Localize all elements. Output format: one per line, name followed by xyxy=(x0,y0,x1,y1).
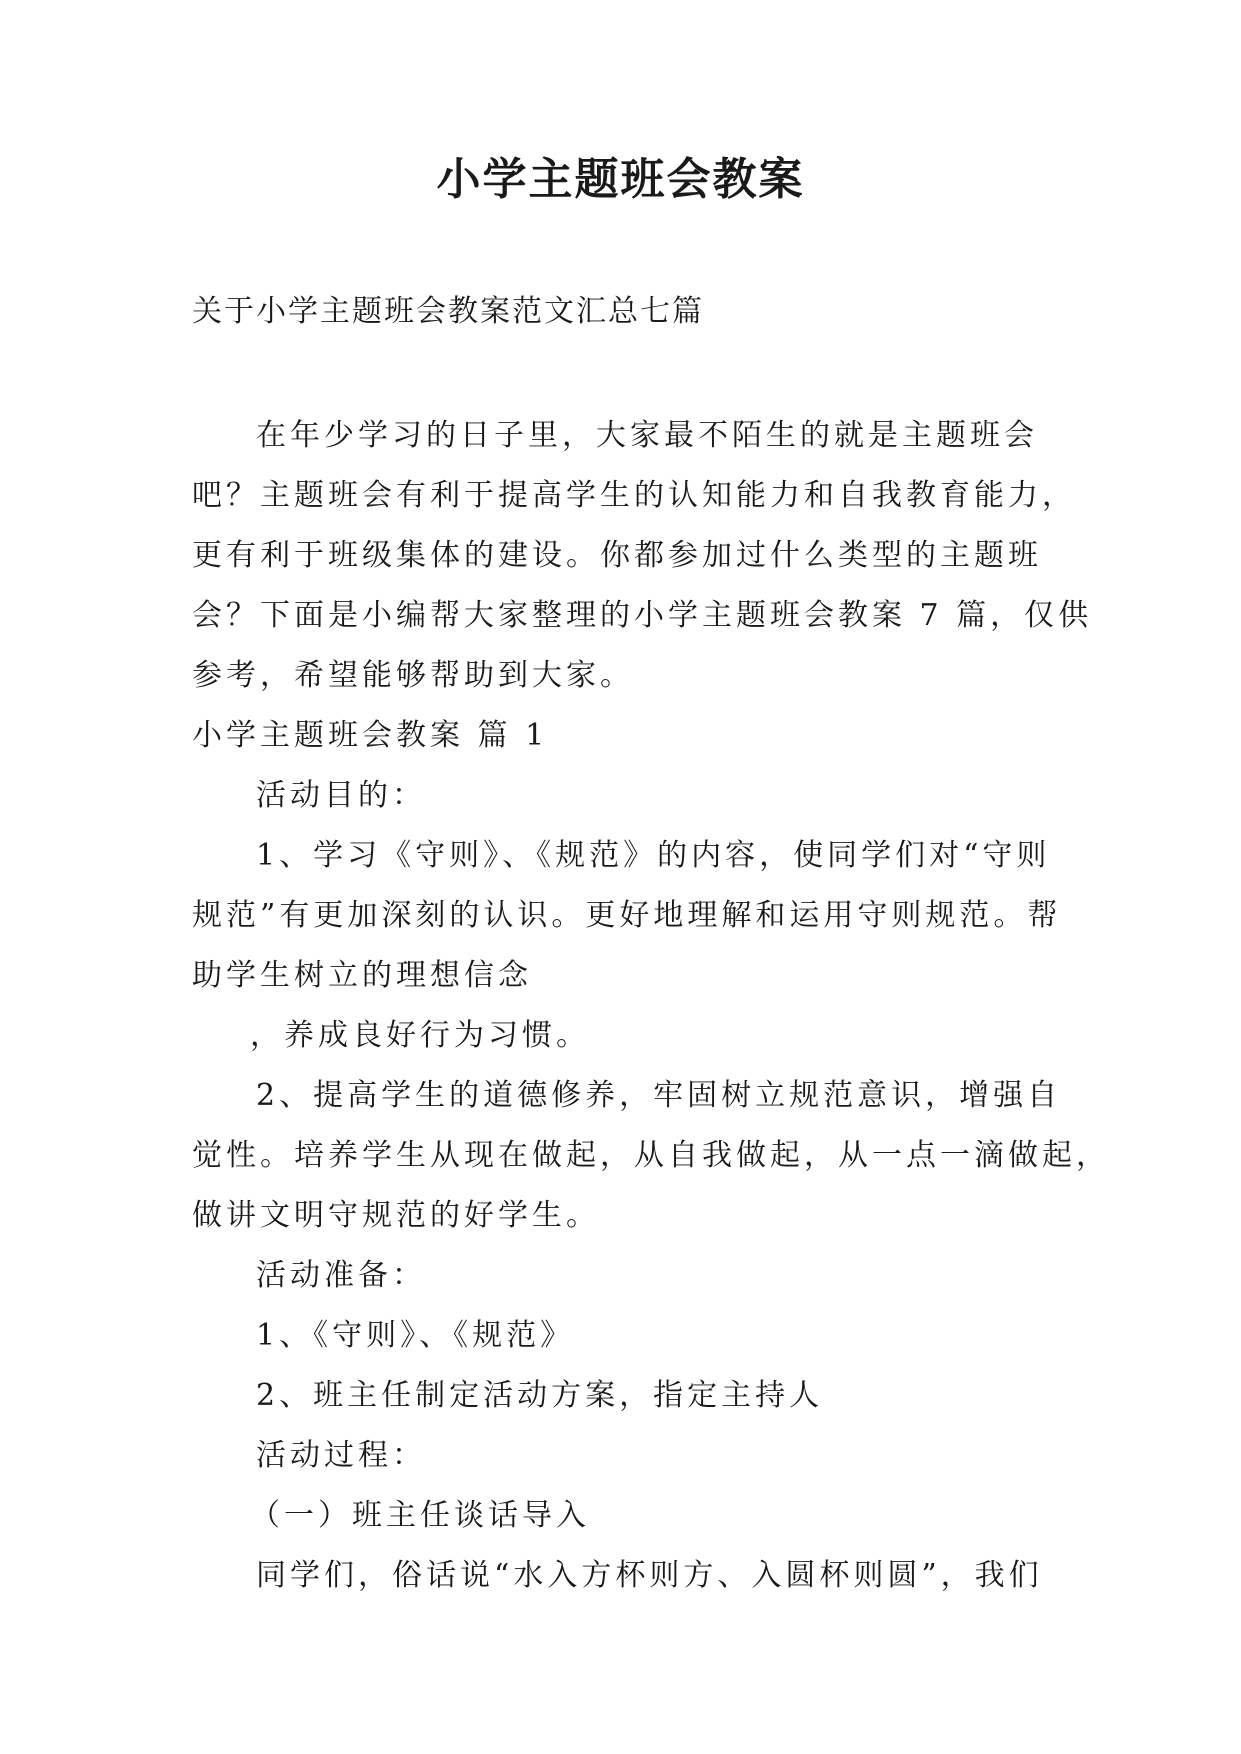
paragraph-line: 规范”有更加深刻的认识。更好地理解和运用守则规范。帮 xyxy=(192,898,1062,933)
paragraph-line: 会？下面是小编帮大家整理的小学主题班会教案 7 篇，仅供 xyxy=(192,598,1093,633)
paragraph-line: ，养成良好行为习惯。 xyxy=(250,1018,590,1053)
paragraph-line: 同学们，俗话说“水入方杯则方、入圆杯则圆”，我们 xyxy=(256,1558,1043,1593)
paragraph-line: 更有利于班级集体的建设。你都参加过什么类型的主题班 xyxy=(192,538,1042,573)
paragraph-line: 1、学习《守则》、《规范》的内容，使同学们对“守则 xyxy=(256,838,1051,873)
paragraph-line: 助学生树立的理想信念 xyxy=(192,958,532,993)
paragraph-line: 1、《守则》、《规范》 xyxy=(256,1318,575,1353)
document-body xyxy=(192,406,1110,1606)
paragraph-line: 做讲文明守规范的好学生。 xyxy=(192,1198,600,1233)
paragraph-line: 活动准备： xyxy=(256,1258,426,1293)
paragraph-line: 活动目的： xyxy=(256,778,426,813)
paragraph-line: 2、班主任制定活动方案，指定主持人 xyxy=(256,1378,824,1413)
paragraph-line: 活动过程： xyxy=(256,1438,426,1473)
document-subtitle: 关于小学主题班会教案范文汇总七篇 xyxy=(192,294,704,329)
paragraph-line: （一）班主任谈话导入 xyxy=(250,1498,590,1533)
paragraph-line: 吧？主题班会有利于提高学生的认知能力和自我教育能力， xyxy=(192,478,1076,513)
document-title: 小学主题班会教案 xyxy=(436,154,805,205)
paragraph-line: 在年少学习的日子里，大家最不陌生的就是主题班会 xyxy=(256,418,1038,453)
paragraph-line: 参考，希望能够帮助到大家。 xyxy=(192,658,634,693)
section-heading: 小学主题班会教案 篇 1 xyxy=(192,718,549,753)
paragraph-line: 觉性。培养学生从现在做起，从自我做起，从一点一滴做起， xyxy=(192,1138,1110,1173)
paragraph-line: 2、提高学生的道德修养，牢固树立规范意识，增强自 xyxy=(256,1078,1062,1113)
